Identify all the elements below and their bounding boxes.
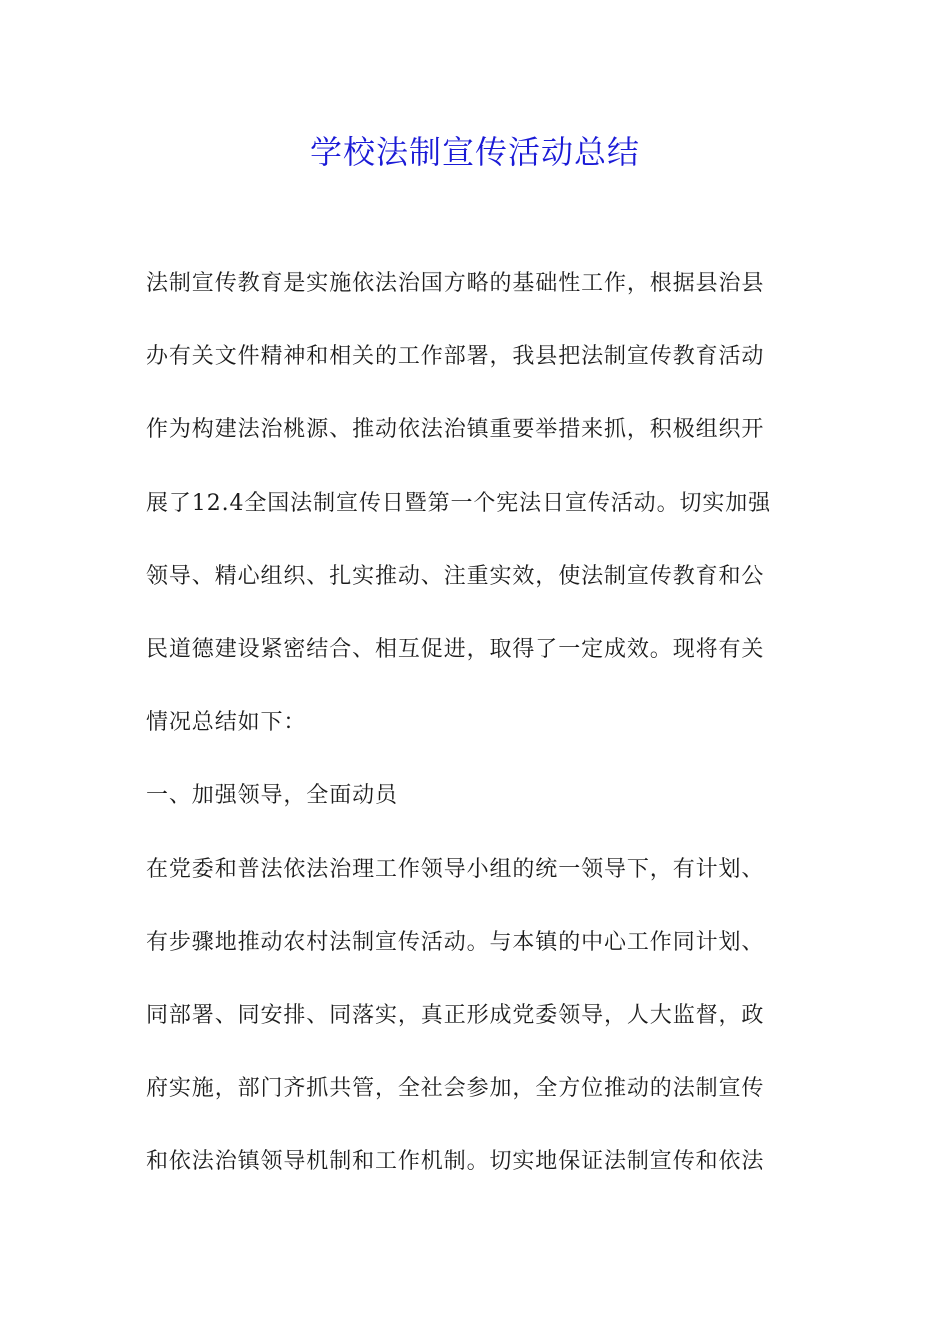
paragraph-line: 有步骤地推动农村法制宣传活动。与本镇的中心工作同计划、 [146,929,765,955]
paragraph-line: 情况总结如下： [146,710,307,736]
paragraph-line: 作为构建法治桃源、推动依法治镇重要举措来抓，积极组织开 [146,417,765,443]
paragraph-line: 展了12.4全国法制宣传日暨第一个宪法日宣传活动。切实加强 [146,490,772,516]
paragraph-line: 民道德建设紧密结合、相互促进，取得了一定成效。现将有关 [146,636,765,662]
paragraph-line: 法制宣传教育是实施依法治国方略的基础性工作，根据县治县 [146,271,765,296]
paragraph-line: 在党委和普法依法治理工作领导小组的统一领导下，有计划、 [146,856,765,882]
section-heading: 一、加强领导，全面动员 [146,783,398,809]
document-body [146,262,806,1213]
paragraph-line: 领导、精心组织、扎实推动、注重实效，使法制宣传教育和公 [146,563,765,589]
paragraph-line: 同部署、同安排、同落实，真正形成党委领导，人大监督，政 [146,1002,765,1028]
paragraph-line: 办有关文件精神和相关的工作部署，我县把法制宣传教育活动 [146,344,765,370]
paragraph-line: 和依法治镇领导机制和工作机制。切实地保证法制宣传和依法 [146,1149,765,1175]
paragraph-line: 府实施，部门齐抓共管，全社会参加，全方位推动的法制宣传 [146,1076,765,1102]
document-title: 学校法制宣传活动总结 [309,133,640,171]
